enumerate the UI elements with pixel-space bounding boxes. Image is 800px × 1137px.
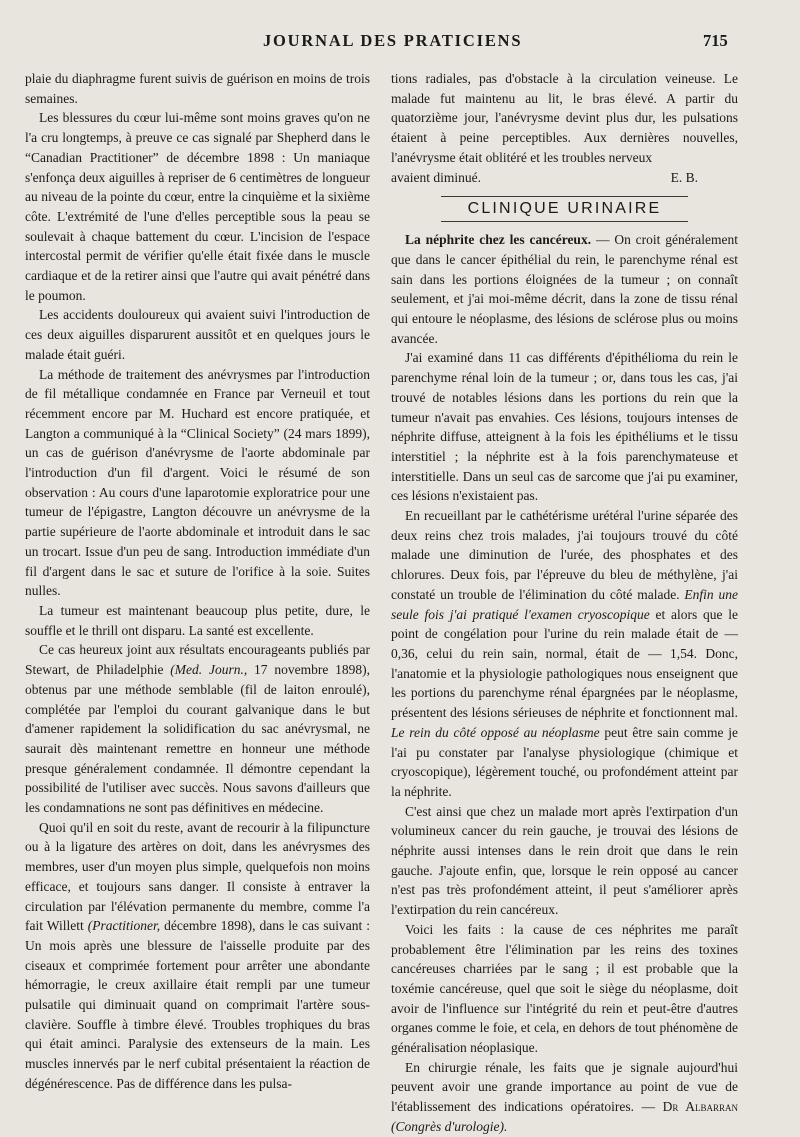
citation: (Congrès d'urologie). (391, 1118, 508, 1134)
journal-title: JOURNAL DES PRATICIENS (263, 31, 523, 50)
text-run: Quoi qu'il en soit du reste, avant de recourir à la filipuncture ou à la ligature des artères on doit, dans les anévrysmes des membres, user d'un moyen plus simple, quelquefois non moins efficace, et toujours sans danger. Il consiste à entraver la circulation par l'élévation permanente du membre, comme l'a fait Willett (25, 819, 370, 934)
author-name: Dr Albarran (662, 1099, 738, 1115)
right-column (391, 69, 738, 1137)
paragraph: Voici les faits : la cause de ces néphrites me paraît probablement être l'élimination par les reins des toxines cancéreuses charriées par le sang ; il est probable que la toxémie cancéreuse, quel que soit le siège du néoplasme, doit avoir de l'influence sur l'intégrité du rein et peut-être d'autres organes comme le foie, et cela, en dehors de tout phénomène de généralisation néoplasique. (391, 921, 738, 1056)
paragraph: Les accidents douloureux qui avaient suivi l'introduction de ces deux aiguilles disparurent aussitôt et en quelques jours le malade était guéri. (25, 307, 370, 362)
signature-line (391, 168, 738, 188)
text-run: En chirurgie rénale, les faits que je signale aujourd'hui peuvent avoir une grande importance au point de vue de l'établissement des indications opératoires. — (391, 1059, 738, 1115)
author-initials: E. B. (670, 169, 698, 185)
left-column (25, 69, 370, 1094)
paragraph: C'est ainsi que chez un malade mort après l'extirpation d'un volumineux cancer du rein gauche, je trouvai des lésions de néphrite aussi intenses dans le rein droit que dans le rein gauche. J'ajoute enfin, que, lorsque le rein opposé au cancer n'est pas très profondément atteint, il peut s'améliorer après l'extirpation du rein cancéreux. (391, 803, 738, 918)
section-title: CLINIQUE URINAIRE (467, 200, 662, 218)
page-number: 715 (703, 31, 728, 50)
text-run: En recueillant par le cathétérisme urétéral l'urine séparée des deux reins chez trois malades, j'ai toujours trouvé du côté malade une diminution de l'urée, des phosphates et des chlorures. Deux fois, par l'épreuve du bleu de méthylène, j'ai constaté un trouble de l'élimination du côté malade. (391, 508, 738, 602)
paragraph (391, 506, 738, 802)
paragraph: La méthode de traitement des anévrysmes par l'introduction de fil métallique condamnée en France par Verneuil et tout récemment encore par M. Huchard est encore pratiquée, et Langton a communiqué à la “Clinical Society” (24 mars 1899), un cas de guérison d'anévrysme de l'aorte abdominale par l'introduction d'un fil d'argent. Voici le résumé de son observation : Au cours d'une laparotomie exploratrice pour une tumeur de l'épigastre, Langton découvre un anévrysme de la partie supérieure de l'aorte abdominale et introduit dans le sac un trocart. Issue d'un peu de sang. Introduction immédiate d'un fil d'argent dans le sac et suture de l'orifice à la soie. Suites nulles. (25, 366, 370, 599)
article-title: La néphrite chez les cancéreux. (405, 232, 592, 248)
paragraph (391, 1058, 738, 1137)
paragraph (25, 818, 370, 1094)
citation: (Practitioner, (87, 918, 161, 934)
paragraph: Les blessures du cœur lui-même sont moins graves qu'on ne l'a cru longtemps, à preuve ce cas signalé par Shepherd dans le “Canadian Practitioner” de décembre 1898 : Un maniaque s'enfonça deux aiguilles à repriser de 6 centimètres de longueur au niveau de la pointe du cœur, entre la cinquième et la sixième côte. L'extrémité de l'une d'elles perceptible sous la peau se soulevait à chaque battement du cœur. L'incision de l'espace intercostal permit de vérifier qu'elle était fixée dans le muscle cardiaque et de la retirer ainsi que l'autre qui avait pénétré dans le poumon. (25, 110, 370, 303)
text-run: décembre 1898), dans le cas suivant : Un mois après une blessure de l'aisselle produite par des ciseaux et comprimée fortement pour arrêter une abondante hémorragie, le creux axillaire était rempli par une tumeur pulsatile qui diminuait quand on comprimait l'artère sous-clavière. Souffle à timbre élevé. Troubles trophiques du bras qui était aminci. Paralysie des extenseurs de la main. Les muscles innervés par le nerf cubital présentaient la réaction de dégénérescence. Pas de différence dans les pulsa- (25, 918, 370, 1091)
running-head (0, 31, 800, 53)
section-heading (391, 196, 738, 222)
text-run: et alors que le point de congélation pour l'urine du rein malade était de — 0,36, celui du rein sain, normal, était de — 1,54. Donc, l'anatomie et la physiologie pathologiques nous enseignent que les portions du parenchyme rénal épargnées par le néoplasme, présentent des lésions sérieuses de néphrite et fonctionnent mal. (391, 606, 738, 721)
heading-rule (441, 221, 688, 222)
paragraph: J'ai examiné dans 11 cas différents d'épithélioma du rein le parenchyme rénal loin de la tumeur ; or, dans tous les cas, j'ai trouvé de notables lésions dans les portions du rein que la tumeur n'avait pas envahies. Ces lésions, toujours intenses de néphrite diffuse, atteignent à la fois les épithéliums et le tissu interstitiel ; la néphrite est à la fois parenchymateuse et interstitielle. Dans un seul cas de sarcome que j'ai pu examiner, ces lésions n'existaient pas. (391, 350, 738, 504)
paragraph: tions radiales, pas d'obstacle à la circulation veineuse. Le malade fut maintenu au lit, le bras élevé. A partir du quatorzième jour, l'anévrysme devint plus dur, les pulsations étaient à peine perceptibles. Aux dernières nouvelles, l'anévrysme était oblitéré et les troubles nerveux (391, 71, 738, 165)
text-run: 17 novembre 1898), obtenus par une méthode semblable (fil de laiton enroulé), complétée par l'emploi du courant galvanique dans le but d'amener rapidement la solidification du sac anévrysmal, ne saurait dès maintenant remettre en honneur une méthode presque généralement condamnée. Il démontre cependant la possibilité de l'utiliser avec succès. Nous savons d'ailleurs que les condamnations ne sont pas définitives en médecine. (25, 662, 370, 816)
emphasis: Le rein du côté opposé au néoplasme (391, 724, 600, 740)
text-run: peut être sain comme je l'ai pu constater par l'analyse physiologique (chimique et cryoscopique), légèrement touché, ou profondément atteint par la néphrite. (391, 724, 738, 799)
paragraph: La tumeur est maintenant beaucoup plus petite, dure, le souffle et le thrill ont disparu. La santé est excellente. (25, 602, 370, 638)
text-run: Ce cas heureux joint aux résultats encourageants publiés par Stewart, de Philadelphie (25, 642, 370, 678)
citation: (Med. Journ., (170, 662, 248, 678)
paragraph (391, 230, 738, 348)
text-run: — On croit généralement que dans le cancer épithélial du rein, le parenchyme rénal est sain dans les portions éloignées de la tumeur ; on connaît seulement, et j'ai moi-même décrit, dans la zone de tissu rénal qui entoure le néoplasme, des lésions de sclérose plus ou moins avancée. (391, 232, 739, 346)
paragraph: plaie du diaphragme furent suivis de guérison en moins de trois semaines. (25, 71, 370, 106)
text-run: avaient diminué. (391, 169, 481, 185)
paragraph (25, 640, 370, 817)
emphasis: Enfin une seule fois j'ai pratiqué l'examen cryoscopique (391, 586, 738, 622)
